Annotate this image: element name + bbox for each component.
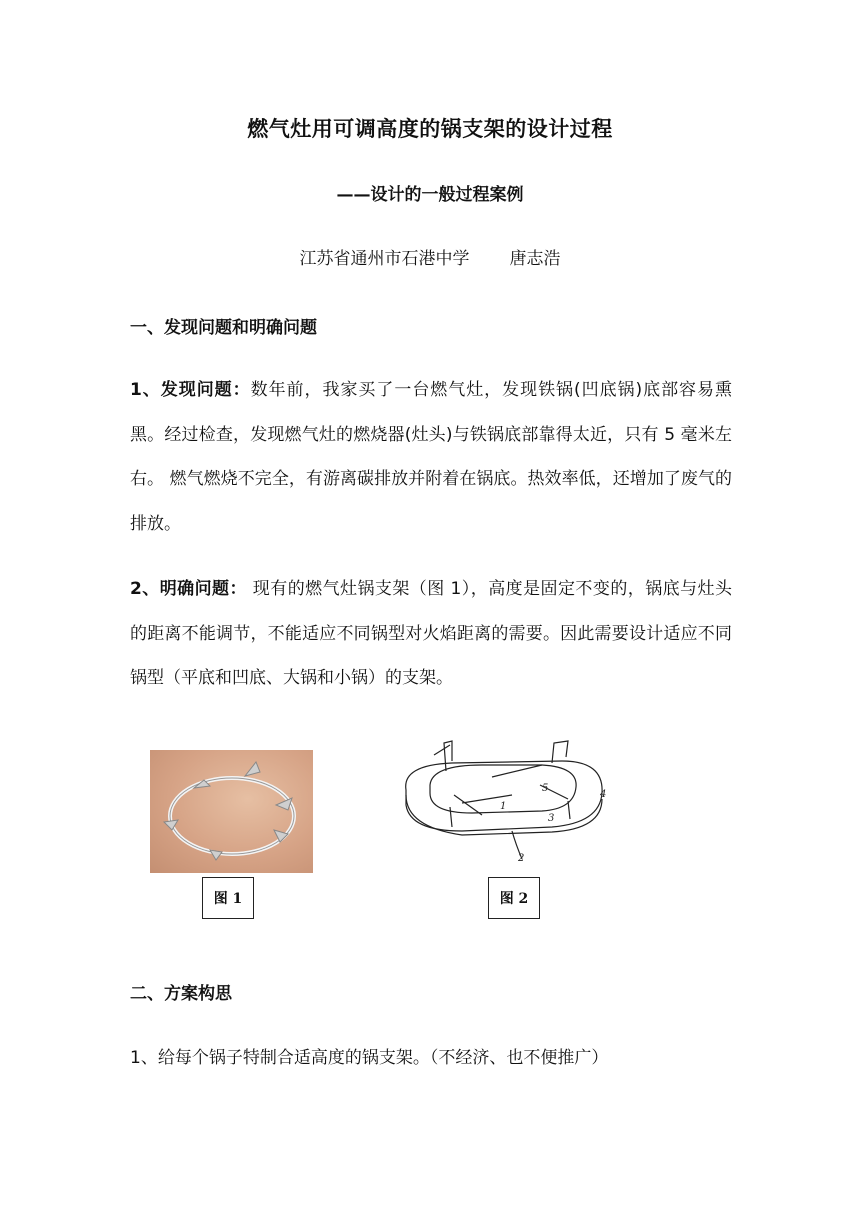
paragraph-define-problem [130,567,732,701]
pot-support-ring-image [150,750,313,873]
document-title: 燃气灶用可调高度的锅支架的设计过程 [247,117,613,141]
paragraph-find-problem [130,368,732,546]
figure-1-photo [150,750,313,873]
document-subtitle: ——设计的一般过程案例 [336,185,524,205]
paragraph-label: 1、发现问题： [130,380,251,400]
author-name: 唐志浩 [509,249,561,269]
figure-2-caption: 图 2 [488,877,540,919]
paragraph-text: 数年前，我家买了一台燃气灶，发现铁锅(凹底锅)底部容易熏黑。经过检查，发现燃气灶的燃烧器(灶头)与铁锅底部靠得太近，只有 5 毫米左右。 燃气燃烧不完全，有游离碳排放并附着在锅底。热效率低，还增加了废气的排放。 [130,380,732,534]
author-line [0,244,860,269]
figure-2-drawing [392,735,622,870]
sketch-label-2: 2 [518,853,525,864]
section-heading-2: 二、方案构思 [130,984,232,1004]
author-school: 江苏省通州市石港中学 [299,249,470,269]
adjustable-support-sketch [392,735,622,870]
sketch-label-4: 4 [600,789,607,800]
paragraph-label: 2、明确问题： [130,579,247,599]
paragraph-text: 现有的燃气灶锅支架（图 1），高度是固定不变的，锅底与灶头的距离不能调节，不能适应不同锅型对火焰距离的需要。因此需要设计适应不同锅型（平底和凹底、大锅和小锅）的支架。 [130,579,732,688]
paragraph-idea-1: 1、给每个锅子特制合适高度的锅支架。（不经济、也不便推广） [130,1048,609,1068]
sketch-label-3: 3 [548,813,555,824]
sketch-label-5: 5 [542,783,549,794]
figure-1-caption: 图 1 [202,877,254,919]
sketch-label-1: 1 [500,801,507,812]
section-heading-1: 一、发现问题和明确问题 [130,318,317,338]
